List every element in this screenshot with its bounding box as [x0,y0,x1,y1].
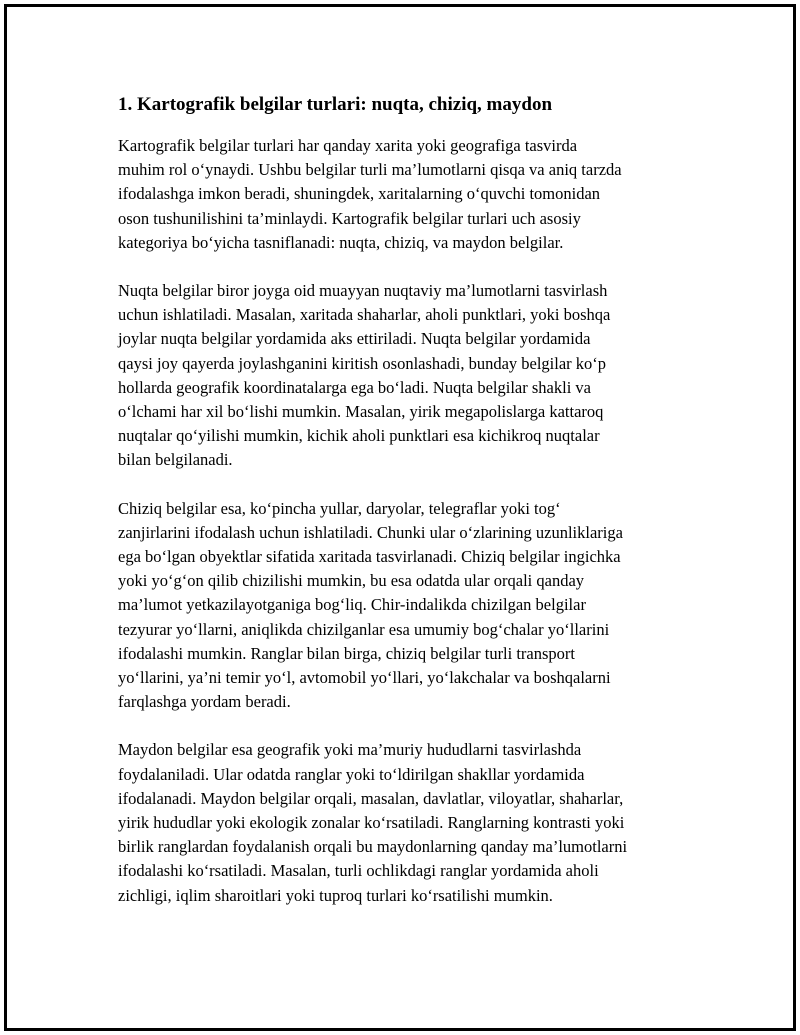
document-body [118,93,698,932]
paragraph-line-symbols: Chiziq belgilar esa, ko‘pincha yullar, daryolar, telegraflar yoki tog‘ zanjirlarini ifodalash uchun ishlatiladi. Chunki ular o‘zlarining uzunliklariga ega bo‘lgan obyektlar sifatida xaritada tasvirlanadi. Chiziq belgilar ingichka yoki yo‘g‘on qilib chizilishi mumkin, bu esa odatda ular orqali qanday ma’lumot yetkazilayotganiga bog‘liq. Chir-indalikda chizilgan belgilar tezyurar yo‘llarni, aniqlikda chizilganlar esa umumiy bog‘chalar yo‘llarini ifodalashi mumkin. Ranglar bilan birga, chiziq belgilar turli transport yo‘llarini, ya’ni temir yo‘l, avtomobil yo‘llari, yo‘lakchalar va boshqalarni farqlashga yordam beradi. [118,498,623,712]
paragraph-point-symbols: Nuqta belgilar biror joyga oid muayyan nuqtaviy ma’lumotlarni tasvirlash uchun ishlatiladi. Masalan, xaritada shaharlar, aholi punktlari, yoki boshqa joylar nuqta belgilar yordamida aks ettiriladi. Nuqta belgilar yordamida qaysi joy qayerda joylashganini kiritish osonlashadi, bunday belgilar ko‘p hollarda geografik koordinatalarga ega bo‘ladi. Nuqta belgilar shakli va o‘lchami har xil bo‘lishi mumkin. Masalan, yirik megapolislarga kattaroq nuqtalar qo‘yilishi mumkin, kichik aholi punktlari esa kichikroq nuqtalar bilan belgilanadi. [118,281,611,470]
paragraph-intro: Kartografik belgilar turlari har qanday xarita yoki geografiga tasvirda muhim rol o‘ynaydi. Ushbu belgilar turli ma’lumotlarni qisqa va aniq tarzda ifodalashga imkon beradi, shuningdek, xaritalarning o‘quvchi tomonidan oson tushunilishini ta’minlaydi. Kartografik belgilar turlari uch asosiy kategoriya bo‘yicha tasniflanadi: nuqta, chiziq, va maydon belgilar. [118,136,622,252]
section-heading: 1. Kartografik belgilar turlari: nuqta, chiziq, maydon [118,94,553,115]
paragraph-area-symbols: Maydon belgilar esa geografik yoki ma’muriy hududlarni tasvirlashda foydalaniladi. Ular odatda ranglar yoki to‘ldirilgan shakllar yordamida ifodalanadi. Maydon belgilar orqali, masalan, davlatlar, viloyatlar, shaharlar, yirik hududlar yoki ekologik zonalar ko‘rsatiladi. Ranglarning kontrasti yoki birlik ranglardan foydalanish orqali bu maydonlarning qanday ma’lumotlarni ifodalashi ko‘rsatiladi. Masalan, turli ochlikdagi ranglar yordamida aholi zichligi, iqlim sharoitlari yoki tuproq turlari ko‘rsatilishi mumkin. [118,740,628,905]
